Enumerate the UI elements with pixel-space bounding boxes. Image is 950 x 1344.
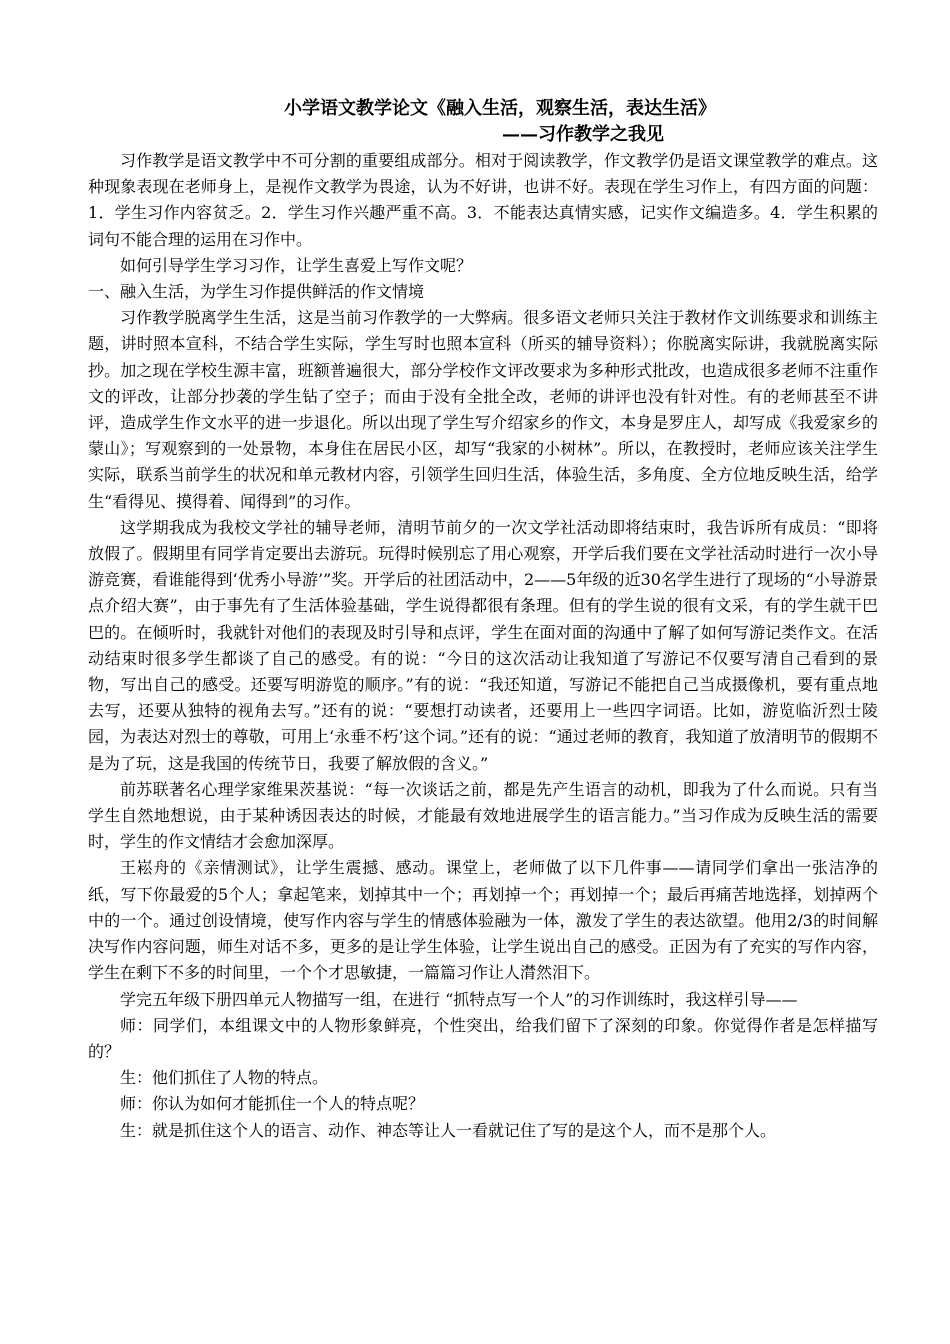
body-paragraph: 如何引导学生学习习作，让学生喜爱上写作文呢？: [120, 255, 473, 275]
body-paragraph: 这学期我成为我校文学社的辅导老师，清明节前夕的一次文学社活动即将结束时，我告诉所有成员：“即将放假了。假期里有同学肯定要出去游玩。玩得时候别忘了用心观察，开学后我们要在文学社活动时进行一次小导游竞赛，看谁能得到‘优秀小导游’”奖。开学后的社团活动中，2——5年级的近30名学生进行了现场的“小导游景点介绍大赛”，由于事先有了生活体验基础，学生说得都很有条理。但有的学生说的很有文采，有的学生就干巴巴的。在倾听时，我就针对他们的表现及时引导和点评，学生在面对面的沟通中了解了如何写游记类作文。在活动结束时很多学生都谈了自己的感受。有的说：“今日的这次活动让我知道了写游记不仅要写清自己看到的景物，写出自己的感受。还要写明游览的顺序。”有的说：“我还知道，写游记不能把自己当成摄像机，要有重点地去写，还要从独特的视角去写。”还有的说：“要想打动读者，还要用上一些四字词语。比如，游览临沂烈士陵园，为表达对烈士的尊敬，可用上‘永垂不朽’这个词。”还有的说：“通过老师的教育，我知道了放清明节的假期不是为了玩，这是我国的传统节日，我要了解放假的含义。”: [88, 517, 878, 773]
document-page: [88, 96, 878, 1144]
section-heading: 一、融入生活，为学生习作提供鲜活的作文情境: [88, 282, 425, 302]
body-paragraph: 习作教学是语文教学中不可分割的重要组成部分。相对于阅读教学，作文教学仍是语文课堂教学的难点。这种现象表现在老师身上，是视作文教学为畏途，认为不好讲，也讲不好。表现在学生习作上，有四方面的问题：1．学生习作内容贫乏。2．学生习作兴趣严重不高。3．不能表达真情实感，记实作文编造多。4．学生积累的词句不能合理的运用在习作中。: [88, 151, 878, 249]
dialogue-line: 师：你认为如何才能抓住一个人的特点呢？: [120, 1094, 425, 1114]
body-paragraph: 学完五年级下册四单元人物描写一组，在进行 “抓特点写一个人”的习作训练时，我这样引导——: [120, 989, 798, 1009]
document-title: 小学语文教学论文《融入生活，观察生活，表达生活》: [284, 98, 716, 119]
body-paragraph: 王崧舟的《亲情测试》，让学生震撼、感动。课堂上，老师做了以下几件事——请同学们拿出一张洁净的纸，写下你最爱的5个人；拿起笔来，划掉其中一个；再划掉一个；再划掉一个；最后再痛苦地选择，划掉两个中的一个。通过创设情境，使写作内容与学生的情感体验融为一体，激发了学生的表达欲望。他用2/3的时间解决写作内容问题，师生对话不多，更多的是让学生体验，让学生说出自己的感受。正因为有了充实的写作内容，学生在剩下不多的时间里，一个个才思敏捷，一篇篇习作让人潸然泪下。: [88, 858, 878, 983]
body-paragraph: 习作教学脱离学生生活，这是当前习作教学的一大弊病。很多语文老师只关注于教材作文训练要求和训练主题，讲时照本宣科，不结合学生实际，学生写时也照本宣科（所买的辅导资料）；你脱离实际讲，我就脱离实际抄。加之现在学校生源丰富，班额普遍很大，部分学校作文评改要求为多种形式批改，也造成很多老师不注重作文的评改，让部分抄袭的学生钻了空子；而由于没有全批全改，老师的讲评也没有针对性。有的老师甚至不讲评，造成学生作文水平的进一步退化。所以出现了学生写介绍家乡的作文，本身是罗庄人，却写成《我爱家乡的蒙山》；写观察到的一处景物，本身住在居民小区，却写“我家的小树林”。所以，在教授时，老师应该关注学生实际，联系当前学生的状况和单元教材内容，引领学生回归生活，体验生活，多角度、全方位地反映生活，给学生“看得见、摸得着、闻得到”的习作。: [88, 308, 878, 511]
dialogue-line: 师：同学们，本组课文中的人物形象鲜亮，个性突出，给我们留下了深刻的印象。你觉得作者是怎样描写的？: [88, 1015, 878, 1061]
document-subtitle: ——习作教学之我见: [502, 124, 664, 145]
dialogue-line: 生：他们抓住了人物的特点。: [120, 1068, 329, 1088]
body-paragraph: 前苏联著名心理学家维果茨基说：“每一次谈话之前，都是先产生语言的动机，即我为了什么而说。只有当学生自然地想说，由于某种诱因表达的时候，才能最有效地进展学生的语言能力。”当习作成为反映生活的需要时，学生的作文情结才会愈加深厚。: [88, 779, 878, 852]
dialogue-line: 生：就是抓住这个人的语言、动作、神态等让人一看就记住了写的是这个人，而不是那个人。: [120, 1120, 777, 1140]
